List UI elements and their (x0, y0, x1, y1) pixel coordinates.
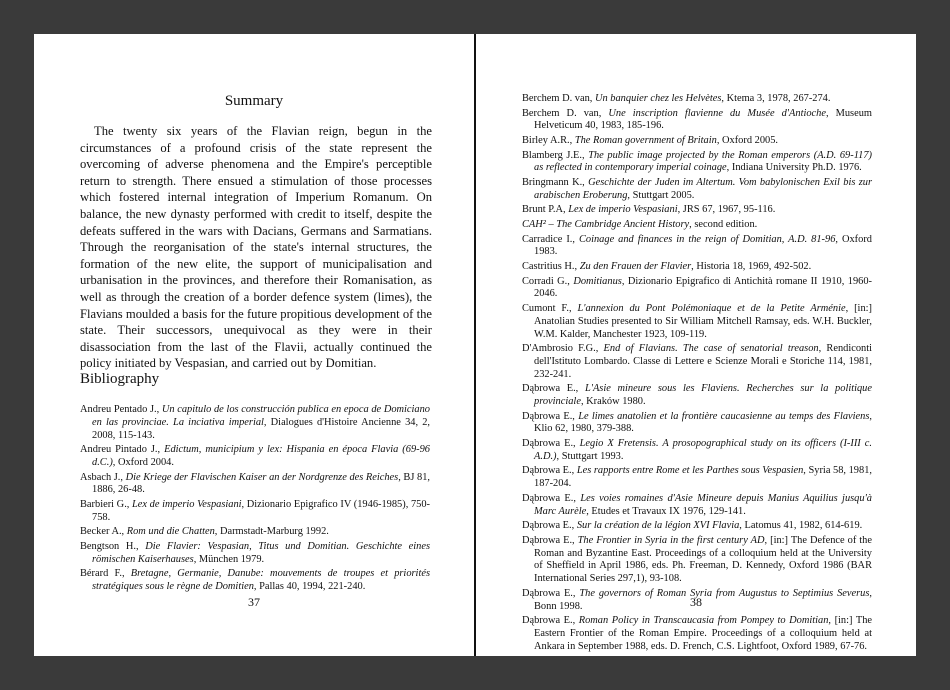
summary-paragraph: The twenty six years of the Flavian reign, begun in the circumstances of a profound crisis of the state represent the overcoming of adverse phenomena and the Empire's perceptible return to strength. There ensued a stimulation of those processes which fostered internal integration of Imperium Romanum. On balance, the new dynasty performed with credit to itself, despite the defeats suffered in the wars with Dacians, Germans and Sarmatians. Through the reorganisation of the state's internal structures, the formation of the new elite, the support of municipalisation and urbanisation in the provinces, and therefore their Romanisation, as well as through the creation of a border defence system (limes), the Flavians moulded a basis for the future propitious development of the state. Their successors, unequivocal as they were in their disassociation from the last of the Flavii, actually continued the policy initiated by Vespasian, and carried out by Domitian. (80, 124, 432, 371)
reference-entry: Castritius H., Zu den Frauen der Flavier, Historia 18, 1969, 492-502. (522, 260, 812, 272)
reference-entry: Blamberg J.E., The public image projected by the Roman emperors (A.D. 69-117) as reflected in contemporary imperial coinage, Indiana University Ph.D. 1976. (522, 149, 872, 174)
reference-entry: Becker A., Rom und die Chatten, Darmstadt-Marburg 1992. (80, 526, 329, 538)
reference-entry: Corradi G., Domitianus, Dizionario Epigrafico di Antichità romane II 1910, 1960-2046. (522, 275, 872, 300)
reference-entry: Dąbrowa E., Roman Policy in Transcaucasia from Pompey to Domitian, [in:] The Eastern Frontier of the Roman Empire. Proceedings of a colloquium held at Ankara in September 1988, eds. D. French, C.S. Lightfoot, Oxford 1989, 67-76. (522, 615, 872, 652)
right-reference-list (522, 93, 872, 655)
reference-entry: Carradice I., Coinage and finances in the reign of Domitian, A.D. 81-96, Oxford 1983. (522, 233, 872, 258)
right-page (476, 34, 916, 656)
reference-entry: Dąbrowa E., The governors of Roman Syria from Augustus to Septimius Severus, Bonn 1998. (522, 587, 872, 612)
reference-entry: Birley A.R., The Roman government of Britain, Oxford 2005. (522, 134, 779, 146)
reference-entry: Dąbrowa E., Sur la création de la légion XVI Flavia, Latomus 41, 1982, 614-619. (522, 520, 863, 532)
reference-entry: Bengtson H., Die Flavier: Vespasian, Titus und Domitian. Geschichte eines römischen Kaiserhauses, München 1979. (80, 540, 430, 565)
reference-entry: Berchem D. van, Une inscription flavienne du Musée d'Antioche, Museum Helveticum 40, 1983, 185-196. (522, 107, 872, 132)
reference-entry: Bringmann K., Geschichte der Juden im Altertum. Vom babylonischen Exil bis zur arabischen Eroberung, Stuttgart 2005. (522, 176, 872, 201)
reference-entry: Dąbrowa E., L'Asie mineure sous les Flaviens. Recherches sur la politique provinciale, Kraków 1980. (522, 383, 872, 408)
reference-entry: Dąbrowa E., The Frontier in Syria in the first century AD, [in:] The Defence of the Roman and Byzantine East. Proceedings of a colloquium held at the University of Sheffield in April 1986, eds. Ph. Freeman, D. Kennedy, Oxford 1986 (BAR International Series 297,1), 93-108. (522, 534, 872, 585)
reference-entry: Brunt P.A, Lex de imperio Vespasiani, JRS 67, 1967, 95-116. (522, 204, 776, 216)
summary-heading: Summary (224, 93, 284, 109)
reference-entry: Dąbrowa E., Les voies romaines d'Asie Mineure depuis Manius Aquilius jusqu'à Marc Aurèle, Etudes et Travaux IX 1976, 129-141. (522, 492, 872, 517)
reference-entry: Bérard F., Bretagne, Germanie, Danube: mouvements de troupes et priorités stratégiques sous le règne de Domitien, Pallas 40, 1994, 221-240. (80, 568, 430, 593)
reference-entry: Dąbrowa E., Les rapports entre Rome et les Parthes sous Vespasien, Syria 58, 1981, 187-204. (522, 465, 872, 490)
reference-entry: D'Ambrosio F.G., End of Flavians. The case of senatorial treason, Rendiconti dell'Istituto Lombardo. Classe di Lettere e Scienze Morali e Storiche 114, 1981, 232-241. (522, 343, 872, 380)
left-reference-list (80, 404, 430, 596)
page-number: 37 (248, 595, 260, 609)
reference-entry: Berchem D. van, Un banquier chez les Helvètes, Ktema 3, 1978, 267-274. (522, 93, 831, 104)
reference-entry: CAH² – The Cambridge Ancient History, second edition. (522, 218, 758, 230)
reference-entry: Barbieri G., Lex de imperio Vespasiani, Dizionario Epigrafico IV (1946-1985), 750-758. (80, 498, 430, 523)
reference-entry: Dąbrowa E., Le limes anatolien et la frontière caucasienne au temps des Flaviens, Klio 62, 1980, 379-388. (522, 410, 872, 435)
left-page (34, 34, 474, 656)
reference-entry: Cumont F., L'annexion du Pont Polémoniaque et de la Petite Arménie, [in:] Anatolian Studies presented to Sir William Mitchell Ramsay, eds. W.H. Buckler, W.M. Kalder, Manchester 1923, 109-119. (522, 302, 872, 340)
page-number: 38 (690, 595, 702, 609)
bibliography-heading: Bibliography (80, 371, 160, 387)
reference-entry: Asbach J., Die Kriege der Flavischen Kaiser an der Nordgrenze des Reiches, BJ 81, 1886, 26-48. (80, 471, 430, 496)
reference-entry: Dąbrowa E., Legio X Fretensis. A prosopographical study on its officers (I-III c. A.D.), Stuttgart 1993. (522, 438, 872, 462)
reference-entry: Andreu Pentado J., Un capitulo de los construcción publica en epoca de Domiciano en las provinciae. La inciativa imperial, Dialogues d'Histoire Ancienne 34, 2, 2008, 115-143. (80, 404, 431, 441)
reference-entry: Andreu Pintado J., Edictum, municipium y lex: Hispania en época Flavia (69-96 d.C.), Oxford 2004. (80, 444, 430, 468)
